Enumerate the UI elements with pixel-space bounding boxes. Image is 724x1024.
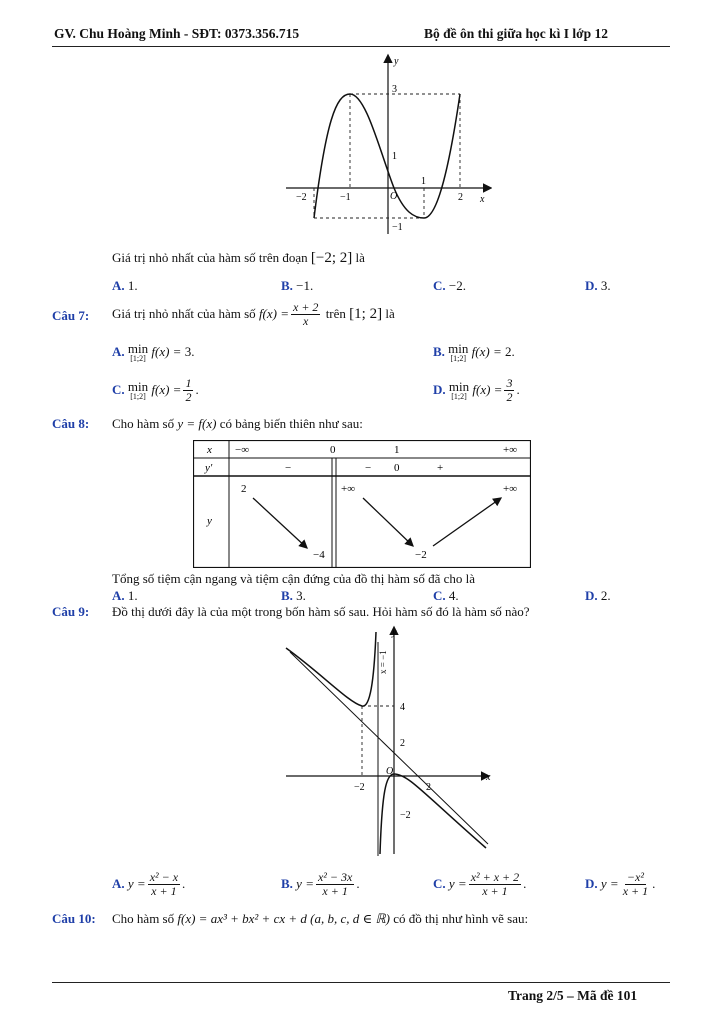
tbl-x-posinf: +∞ — [503, 444, 518, 456]
tbl-x-neginf: −∞ — [235, 444, 250, 456]
tick-x-neg2: −2 — [354, 782, 365, 793]
q8-label: Câu 8: — [52, 416, 90, 431]
tbl-y-posinf-right: +∞ — [503, 483, 518, 495]
tbl-x-0: 0 — [330, 444, 336, 456]
q8-option-d: D. 2. — [585, 588, 611, 603]
footer-rule — [52, 982, 670, 983]
tbl-y-posinf-left: +∞ — [341, 483, 356, 495]
q9-option-d: D. y = $\frac{\text{−x²}}{x + 1}$ . — [585, 869, 656, 898]
variation-table — [193, 440, 531, 568]
tbl-x-1: 1 — [394, 444, 400, 456]
tick-y-neg2: −2 — [400, 810, 411, 821]
tbl-yp-label: y′ — [205, 462, 213, 474]
curve-left-branch — [286, 632, 376, 706]
tbl-y-neg2: −2 — [415, 549, 427, 561]
tick-origin: O — [390, 191, 398, 202]
tick-x-2: 2 — [426, 782, 431, 793]
q7-option-b: B. min [1;2] f(x) = 2. — [433, 340, 515, 363]
q8-option-a: A. 1. — [112, 588, 138, 603]
header-left: GV. Chu Hoàng Minh - SĐT: 0373.356.715 — [54, 26, 300, 41]
axis-y-label: y — [392, 627, 397, 638]
curve-right-branch — [380, 774, 486, 854]
asymptote-label: x = −1 — [378, 650, 388, 674]
tbl-y-neg4: −4 — [313, 549, 325, 561]
tick-x-neg2: −2 — [296, 192, 307, 203]
q7-option-d: D. min [1;2] f(x) = $\frac{3}{2}$ . — [433, 375, 520, 404]
graph-rational — [282, 622, 496, 856]
tick-y-2: 2 — [400, 738, 405, 749]
origin-label: O — [386, 766, 394, 777]
axis-y-label: y — [394, 56, 399, 67]
q10-stem: Cho hàm số f(x) = ax³ + bx² + cx + d (a, b, c, d ∈ ℝ) có đồ thị như hình vẽ sau: — [112, 911, 529, 926]
axis-x-label: x — [480, 194, 485, 205]
tick-y-1: 1 — [392, 151, 397, 162]
q6-option-d: D. 3. — [585, 278, 611, 293]
q9-label: Câu 9: — [52, 604, 90, 619]
q6-option-a: A. 1. — [112, 278, 138, 293]
header-rule — [52, 46, 670, 47]
cubic-curve — [314, 94, 460, 218]
q10-label: Câu 10: — [52, 911, 96, 926]
oblique-asymptote — [290, 652, 488, 844]
q6-option-b: B. −1. — [281, 278, 314, 293]
q7-label: Câu 7: — [52, 308, 90, 323]
q8-option-b: B. 3. — [281, 588, 306, 603]
tbl-y-label: y — [207, 515, 212, 527]
tbl-yp-sign2: − — [365, 462, 372, 474]
tick-y-neg1: −1 — [392, 222, 403, 233]
tbl-yp-sign3: + — [437, 462, 444, 474]
tick-x-2: 2 — [458, 192, 463, 203]
tick-y-3: 3 — [392, 84, 397, 95]
tbl-y-2: 2 — [241, 483, 247, 495]
q7-stem: Giá trị nhỏ nhất của hàm số f(x) = $\frac{x + 2}{x}$ trên [1; 2] là — [112, 299, 395, 328]
q8-stem: Cho hàm số y = f(x) có bảng biến thiên như sau: — [112, 416, 363, 431]
q6-option-c: C. −2. — [433, 278, 466, 293]
tick-x-neg1: −1 — [340, 192, 351, 203]
q8-question: Tổng số tiệm cận ngang và tiệm cận đứng của đồ thị hàm số đã cho là — [112, 571, 476, 586]
footer-text: Trang 2/5 – Mã đề 101 — [508, 988, 638, 1003]
q9-option-b: B. y = $\frac{\text{x² − 3x}}{x + 1}$ . — [281, 869, 360, 898]
q7-option-a: A. min [1;2] f(x) = 3. — [112, 340, 195, 363]
axis-x-label: x — [486, 772, 491, 783]
q9-stem: Đồ thị dưới đây là của một trong bốn hàm số sau. Hỏi hàm số đó là hàm số nào? — [112, 604, 530, 619]
q9-option-c: C. y = $\frac{\text{x² + x + 2}}{x + 1}$ . — [433, 869, 527, 898]
graph-cubic — [282, 52, 492, 238]
tbl-yp-zero: 0 — [394, 462, 400, 474]
header-right: Bộ đề ôn thi giữa học kì I lớp 12 — [424, 26, 608, 41]
q7-option-c: C. min [1;2] f(x) = $\frac{1}{2}$ . — [112, 375, 199, 404]
q6-stem: Giá trị nhỏ nhất của hàm số trên đoạn [−2; 2] là — [112, 250, 365, 266]
tick-y-4: 4 — [400, 702, 405, 713]
tbl-yp-sign1: − — [285, 462, 292, 474]
q9-option-a: A. y = $\frac{\text{x² − x}}{x + 1}$ . — [112, 869, 186, 898]
tbl-x-label: x — [207, 444, 212, 456]
q8-option-c: C. 4. — [433, 588, 459, 603]
tick-x-1: 1 — [421, 176, 426, 187]
